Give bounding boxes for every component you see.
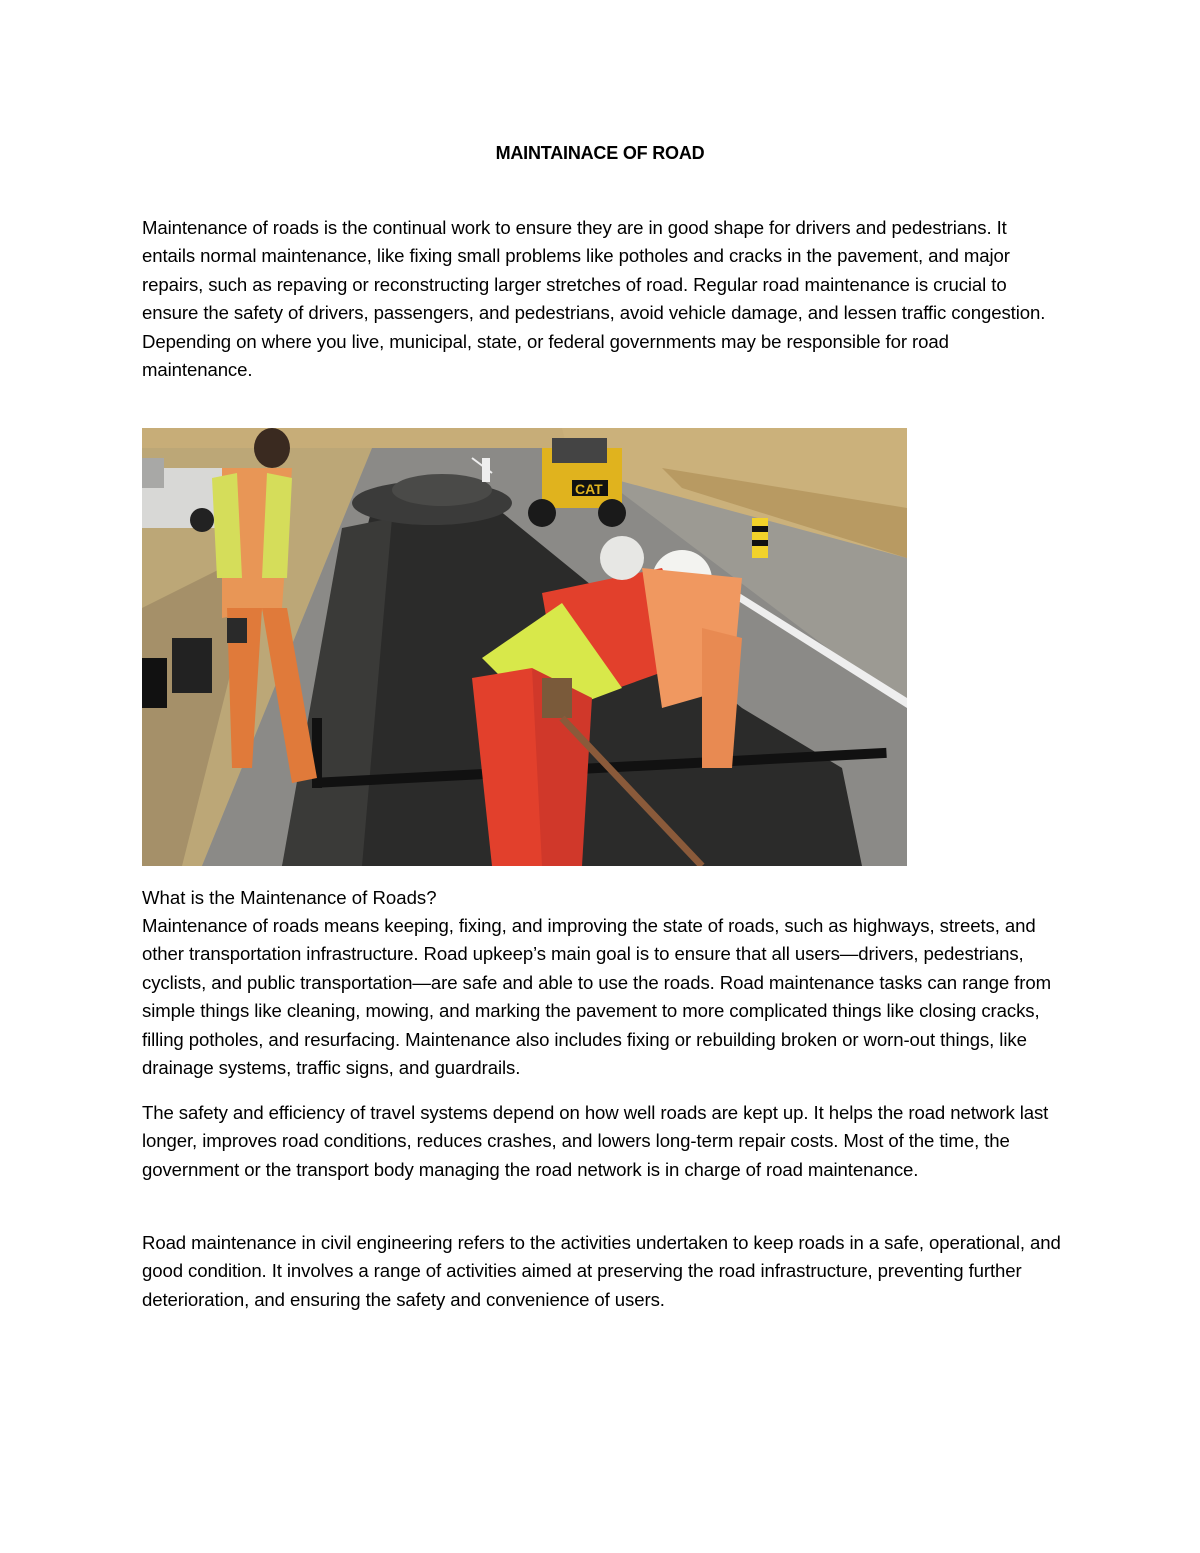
section-heading: What is the Maintenance of Roads? (142, 887, 437, 908)
civil-engineering-paragraph: Road maintenance in civil engineering refers to the activities undertaken to keep roads in a safe, operational, and good condition. It involves a range of activities aimed at preserving the road infrastructure, preventing further deterioration, and ensuring the safety and convenience of users. (142, 1232, 1061, 1310)
page-title: MAINTAINACE OF ROAD (495, 143, 705, 163)
importance-paragraph: The safety and efficiency of travel systems depend on how well roads are kept up. It helps the road network last longer, improves road conditions, reduces crashes, and lowers long-term repair costs. Most of the time, the government or the transport body managing the road network is in charge of road maintenance. (142, 1102, 1049, 1180)
definition-paragraph: Maintenance of roads means keeping, fixing, and improving the state of roads, such as highways, streets, and other transportation infrastructure. Road upkeep’s main goal is to ensure that all users—drivers, pedestrians, cyclists, and public transportation—are safe and able to use the roads. Road maintenance tasks can range from simple things like cleaning, mowing, and marking the pavement to more complicated things like closing cracks, filling potholes, and resurfacing. Maintenance also includes fixing or rebuilding broken or worn-out things, like drainage systems, traffic signs, and guardrails. (142, 915, 1051, 1079)
road-maintenance-photo (142, 428, 907, 866)
intro-paragraph: Maintenance of roads is the continual work to ensure they are in good shape for drivers and pedestrians. It entails normal maintenance, like fixing small problems like potholes and cracks in the pavement, and major repairs, such as repaving or reconstructing larger stretches of road. Regular road maintenance is crucial to ensure the safety of drivers, passengers, and pedestrians, avoid vehicle damage, and lessen traffic congestion. Depending on where you live, municipal, state, or federal governments may be responsible for road maintenance. (142, 217, 1046, 381)
cat-label: CAT (575, 481, 603, 497)
